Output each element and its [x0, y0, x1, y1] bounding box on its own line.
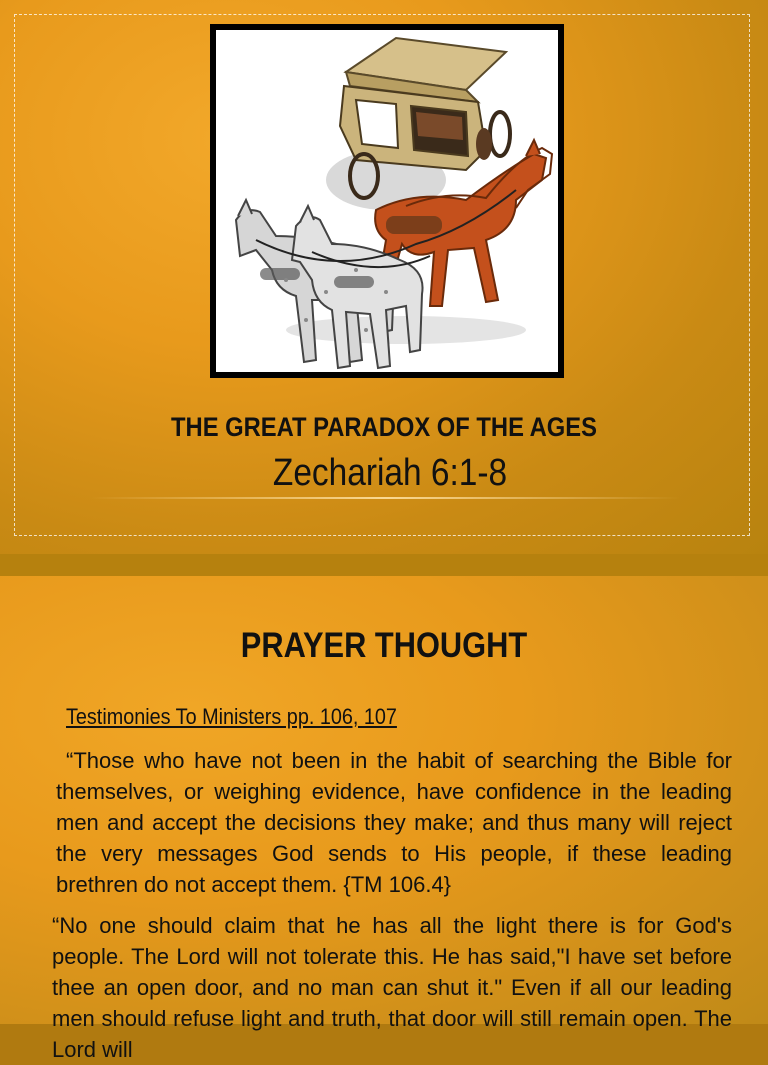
- slide-separator: [0, 554, 768, 576]
- slide-subtitle: Zechariah 6:1-8: [272, 452, 508, 494]
- slide-title: PRAYER THOUGHT: [240, 626, 528, 665]
- chariot-image: [210, 24, 564, 378]
- chariot-with-horses-icon: [216, 30, 558, 372]
- slide-title: THE GREAT PARADOX OF THE AGES: [171, 412, 597, 442]
- quote-paragraph: “No one should claim that he has all the light there is for God's people. The Lord will not tolerate this. He has said,"I have set before thee an open door, and no man can shut it." Even if all our leading men should refuse light and truth, that door will still remain open. The Lord will: [52, 913, 732, 1062]
- quote-paragraph: “Those who have not been in the habit of searching the Bible for themselves, or weighing evidence, have confidence in the leading men and accept the decisions they make; and thus many will reject the very messages God sends to His people, if these leading brethren do not accept them. {TM 106.4}: [56, 748, 732, 897]
- title-divider: [90, 497, 680, 499]
- source-reference: Testimonies To Ministers pp. 106, 107: [66, 704, 397, 729]
- prayer-thought-slide: [0, 576, 768, 1062]
